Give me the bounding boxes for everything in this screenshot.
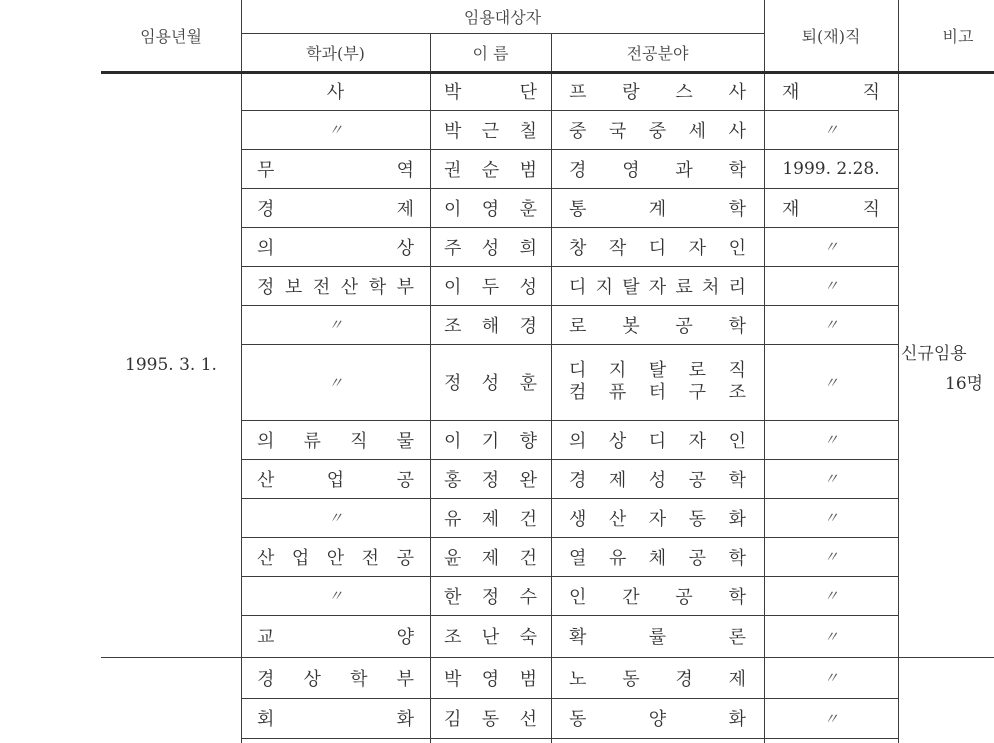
status-cell: 〃 [823,373,839,392]
specialty-cell: 로 봇 공 학 [569,315,746,337]
name-cell: 홍 정 완 [444,469,537,491]
status-cell: 〃 [823,669,839,687]
name-cell: 박 단 [444,82,537,103]
name-cell: 정 성 훈 [444,373,537,394]
name-cell: 김 동 선 [444,709,537,730]
name-cell: 조 해 경 [444,315,537,337]
header-name: 이 름 [472,43,509,63]
specialty-cell: 동 양 화 [569,709,746,730]
department-cell: 〃 [327,587,343,605]
header-appointee-group: 임용대상자 [463,8,542,27]
status-cell: 〃 [823,238,839,256]
status-cell: 〃 [823,470,839,488]
department-cell: 〃 [327,316,343,334]
name-cell: 박 근 칠 [444,120,537,142]
col-line-dept [430,33,431,743]
header-appointment-date: 임용년월 [140,26,202,46]
department-cell: 경 상 학 부 [257,668,414,690]
name-cell: 윤 제 건 [444,547,537,569]
note-count: 16명 [945,373,984,394]
specialty-cell: 경 영 과 학 [569,159,746,181]
row-line [241,738,898,739]
specialty-cell: 확 률 론 [569,627,746,648]
specialty-line: 디 지 탈 로 직 [569,360,746,381]
specialty-cell: 창 작 디 자 인 [569,237,746,259]
department-cell: 〃 [327,373,343,392]
department-cell: 정 보 전 산 학 부 [257,276,414,298]
specialty-cell: 경 제 성 공 학 [569,469,746,491]
name-cell: 박 영 범 [444,668,537,690]
status-cell: 재 직 [782,198,880,220]
status-cell: 〃 [823,709,839,728]
name-cell: 이 두 성 [444,276,537,298]
specialty-cell: 프 랑 스 사 [569,82,746,103]
status-cell: 〃 [823,316,839,334]
col-line-field [764,0,765,743]
specialty-line: 컴 퓨 터 구 조 [569,382,746,403]
department-cell: 교 양 [257,627,414,648]
name-cell: 유 제 건 [444,508,537,530]
department-cell: 〃 [327,121,343,139]
department-cell: 의 상 [257,237,414,259]
specialty-cell: 의 상 디 자 인 [569,430,746,452]
name-cell: 한 정 수 [444,586,537,608]
status-cell: 〃 [823,431,839,449]
header-note: 비고 [942,26,974,46]
status-cell: 〃 [823,277,839,295]
note-new-appointment: 신규임용 [901,343,967,364]
department-cell: 의 류 직 물 [257,430,414,452]
department-cell: 경 제 [257,198,414,220]
department-cell: 회 화 [257,709,414,730]
name-cell: 이 기 향 [444,430,537,452]
department-cell: 산 업 공 [257,469,414,491]
status-cell: 재 직 [782,82,880,103]
col-line-name [551,33,552,743]
specialty-cell: 통 계 학 [569,198,746,220]
header-retirement: 퇴(재)직 [801,26,861,46]
specialty-cell: 인 간 공 학 [569,586,746,608]
header-department: 학과(부) [306,43,365,63]
department-cell: 〃 [327,509,343,527]
specialty-cell [569,344,746,420]
department-cell: 무 역 [257,159,414,181]
name-cell: 조 난 숙 [444,627,537,648]
specialty-cell: 디 지 탈 자 료 처 리 [569,276,746,298]
department-cell: 산 업 안 전 공 [257,547,414,569]
specialty-cell: 생 산 자 동 화 [569,508,746,530]
department-cell: 사 [326,82,345,103]
status-cell: 〃 [823,548,839,566]
name-cell: 이 영 훈 [444,198,537,220]
status-cell: 〃 [823,121,839,139]
header-specialty: 전공분야 [626,43,689,63]
status-cell: 1999. 2.28. [782,158,880,179]
status-cell: 〃 [823,509,839,527]
name-cell: 권 순 범 [444,159,537,181]
specialty-cell: 중 국 중 세 사 [569,120,746,142]
appointment-date: 1995. 3. 1. [125,355,217,375]
col-line-left [241,0,242,743]
status-cell: 〃 [823,587,839,605]
specialty-cell: 노 동 경 제 [569,668,746,690]
specialty-cell: 열 유 체 공 학 [569,547,746,569]
name-cell: 주 성 희 [444,237,537,259]
status-cell: 〃 [823,627,839,646]
